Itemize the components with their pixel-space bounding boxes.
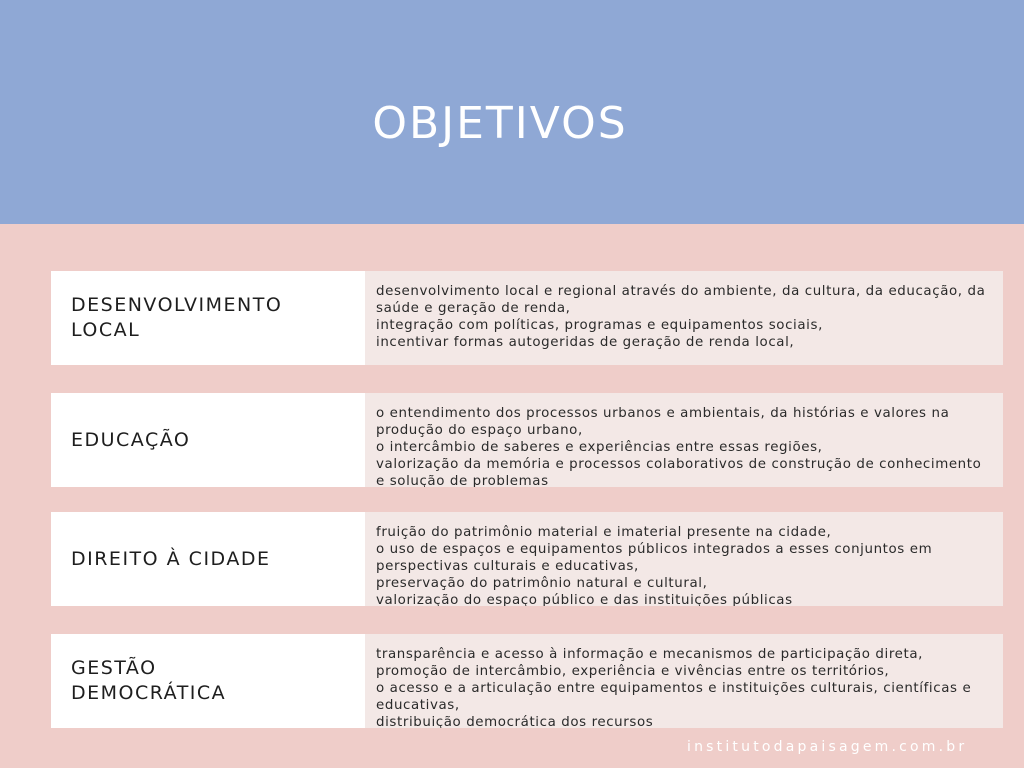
footer-website: institutodapaisagem.com.br [687,739,968,755]
objective-row-gestao-democratica [51,634,1003,728]
objective-row-desenvolvimento-local [51,271,1003,365]
objective-label: DESENVOLVIMENTO LOCAL [51,271,365,365]
objective-description: o entendimento dos processos urbanos e ambientais, da histórias e valores na produção do espaço urbano, o intercâmbio de saberes e experiências entre essas regiões, valorização da memória e processos colaborativos de construção de conhecimento e solução de problemas [365,393,1003,487]
objective-label: EDUCAÇÃO [51,393,365,487]
objective-label: DIREITO À CIDADE [51,512,365,606]
objective-description: transparência e acesso à informação e mecanismos de participação direta, promoção de intercâmbio, experiência e vivências entre os territórios, o acesso e a articulação entre equipamentos e instituições culturais, científicas e educativas, distribuição democrática dos recursos [365,634,1003,728]
objective-row-educacao [51,393,1003,487]
page-title: OBJETIVOS [372,98,628,149]
objective-row-direito-a-cidade [51,512,1003,606]
objective-description: fruição do patrimônio material e imaterial presente na cidade, o uso de espaços e equipamentos públicos integrados a esses conjuntos em perspectivas culturais e educativas, preservação do patrimônio natural e cultural, valorização do espaço público e das instituições públicas [365,512,1003,606]
objective-label: GESTÃO DEMOCRÁTICA [51,634,365,728]
objective-description: desenvolvimento local e regional através do ambiente, da cultura, da educação, da saúde e geração de renda, integração com políticas, programas e equipamentos sociais, incentivar formas autogeridas de geração de renda local, [365,271,1003,365]
